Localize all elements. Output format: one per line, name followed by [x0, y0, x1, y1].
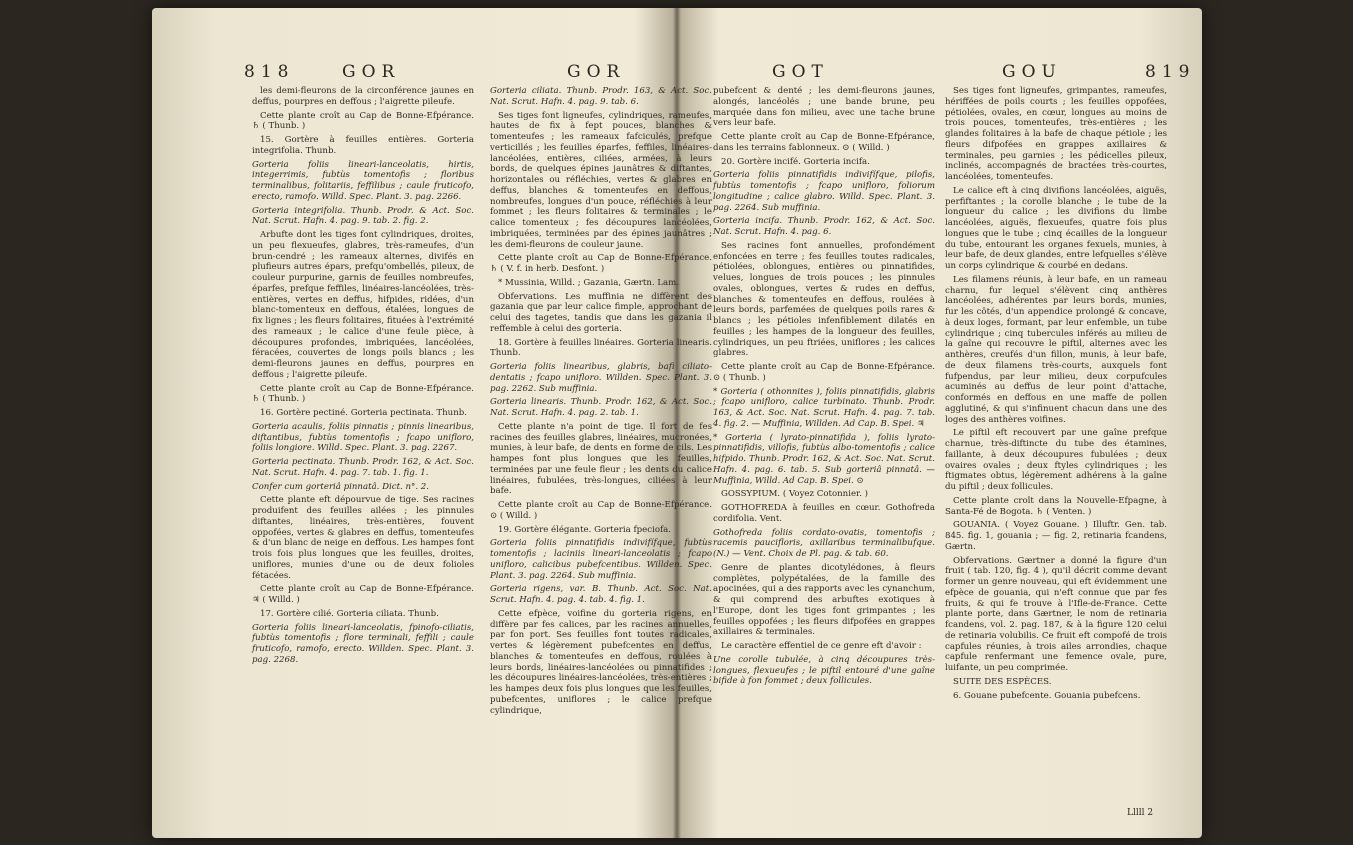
- paragraph: Confer cum gorteriâ pinnatâ. Dict. n°. 2.: [252, 481, 429, 492]
- paragraph: Gorteria rigens, var. B. Thunb. Act. Soc. Nat. Scrut. Hafn. 4. pag. 4. tab. 4. fig. 1.: [490, 584, 712, 605]
- right-column-a: [713, 86, 935, 690]
- paragraph: les demi-fleurons de la circonférence jaunes en deffus, pourpres en deffous ; l'aigrette pileufe.: [252, 86, 474, 107]
- left-page: [152, 8, 712, 838]
- paragraph: Cette plante croît au Cap de Bonne-Efpérance. ♄ ( Thunb. ): [252, 383, 474, 405]
- paragraph: 15. Gortère à feuilles entières. Gorteria integrifolia. Thunb.: [252, 135, 474, 156]
- paragraph: Cette plante croît au Cap de Bonne-Efpérance. ♄ ( Thunb. ): [252, 110, 474, 132]
- paragraph: Cette efpèce, voifine du gorteria rigens, en diffère par fes calices, par les racines annuelles, par fon port. Ses feuilles font toutes radicales, vertes & légèrement pubefcentes en deffus, blanches & tomenteufes en deffous, roulées à leurs bords, linéaires-lancéolées ou pinnatifides ; les découpures linéaires-lancéolées, très-entières ; les hampes deux fois plus longues que les feuilles, pubefcentes, uniflores ; le calice prefque cylindrique,: [490, 608, 712, 716]
- paragraph: Le piftil eft recouvert par une gaîne prefque charnue, très-diftincte du tube des étamines, faillante, à deux découpures fubulées ; deux ovaires ovales ; deux ftyles cylindriques ; les ftigmates obtus, légèrement adhérens à la gaîne du piftil ; deux follicules.: [945, 428, 1167, 492]
- paragraph: Cette plante croît au Cap de Bonne-Efpérance. ♄ ( V. f. in herb. Desfont. ): [490, 253, 712, 274]
- paragraph: Les filamens réunis, à leur bafe, en un rameau charnu, fur lequel s'élèvent cinq anthères lancéolées, adhérentes par leurs bords, munies, fur les côtés, d'un appendice prolongé & concave, à deux loges, formant, par leur enfemble, un tube cylindrique ; cinq tubercules inférés au milieu de la gaîne qui recouvre le piftil, alternes avec les anthères, creufés d'un fillon, munis, à leur bafe, de deux filamens très-courts, auxquels font fufpendus, par leur milieu, deux corpufcules acuminés au deffus de leur point d'attache, conformés en deffous en une maffe de pollen agglutiné, & qui s'infinuent chacun dans une des loges des anthères voifines.: [945, 274, 1167, 425]
- paragraph: Cette plante croît au Cap de Bonne-Efpérance. ⊙ ( Willd. ): [490, 500, 712, 521]
- paragraph: GOSSYPIUM. ( Voyez Cotonnier. ): [721, 489, 869, 500]
- paragraph: Cette plante croît au Cap de Bonne-Efpérance. ⊙ ( Thunb. ): [713, 362, 935, 383]
- paragraph: GOTHOFREDA à feuilles en cœur. Gothofreda cordifolia. Vent.: [713, 503, 935, 524]
- open-book: [152, 8, 1202, 838]
- paragraph: pubefcent & denté ; les demi-fleurons jaunes, alongés, lancéolés ; une bande brune, peu marquée dans fon milieu, avec une tache brune vers leur bafe.: [713, 86, 935, 129]
- paragraph: Gorteria integrifolia. Thunb. Prodr. & Act. Soc. Nat. Scrut. Hafn. 4. pag. 9. tab. 2. fig. 2.: [252, 205, 474, 227]
- paragraph: 17. Gortère cilié. Gorteria ciliata. Thunb.: [260, 608, 439, 619]
- right-column-b: [945, 86, 1167, 704]
- paragraph: Gothofreda foliis cordato-ovatis, tomentofis ; racemis paucifloris, axillaribus terminalibufque. (N.) — Vent. Choix de Pl. pag. & tab. 60.: [713, 527, 935, 559]
- paragraph: Gorteria foliis linearibus, glabris, bafi ciliato-dentatis ; fcapo unifloro. Willden. Spec. Plant. 3. pag. 2262. Sub muffinia.: [490, 362, 712, 394]
- paragraph: 19. Gortère élégante. Gorteria fpeciofa.: [498, 524, 672, 535]
- paragraph: Cette plante croît dans la Nouvelle-Efpagne, à Santa-Fé de Bogota. ♄ ( Venten. ): [945, 495, 1167, 517]
- paragraph: Genre de plantes dicotylédones, à fleurs complètes, polypétalées, de la famille des apocinées, qui a des rapports avec les cynanchum, & qui comprend des arbuftes exotiques à l'Europe, dont les tiges font grimpantes ; les feuilles oppofées ; les fleurs difpofées en grappes axillaires & terminales.: [713, 562, 935, 638]
- paragraph: Ses tiges font ligneufes, grimpantes, rameufes, hériffées de poils courts ; les feuilles oppofées, pétiolées, ovales, en cœur, longues au moins de trois pouces, tomenteufes, très-entières ; les glandes folitaires à la bafe de chaque pétiole ; les fleurs difpofées en grappes axillaires & terminales, peu garnies ; les pédicelles pileux, inclinés, accompagnés de bractées très-courtes, lancéolées, tomenteufes.: [945, 86, 1167, 182]
- paragraph: * Gorteria ( othonnites ), foliis pinnatifidis, glabris ; fcapo unifloro, calice turbinato. Thunb. Prodr. 163, & Act. Soc. Nat. Scrut. Hafn. 4. pag. 7. tab. 4. fig. 2. — Muffinia, Willden. Ad Cap. B. Spei. ♃: [713, 386, 935, 429]
- paragraph: 20. Gortère incifé. Gorteria incifa.: [721, 156, 870, 167]
- running-head-left-a: GOR: [342, 62, 401, 82]
- paragraph: 16. Gortère pectiné. Gorteria pectinata. Thunb.: [260, 408, 467, 418]
- paragraph: * Gorteria ( lyrato-pinnatifida ), foliis lyrato-pinnatifidis, villofis, fubtùs albo-tomentofis ; calice hifpido. Thunb. Prodr. 162, & Act. Soc. Nat. Scrut. Hafn. 4. pag. 6. tab. 5. Sub gorteriâ pinnatâ. — Muffinia, Willd. Ad Cap. B. Spei. ⊙: [713, 432, 935, 486]
- paragraph: Gorteria ciliata. Thunb. Prodr. 163, & Act. Soc. Nat. Scrut. Hafn. 4. pag. 9. tab. 6.: [490, 86, 712, 107]
- paragraph: Cette plante eft dépourvue de tige. Ses racines produifent des feuilles ailées ; les pinnules diftantes, linéaires, très-entières, fouvent oppofées, vertes & glabres en deffus, tomenteufes & d'un blanc de neige en deffous. Les hampes font trois fois plus longues que les feuilles, droites, uniflores, munies d'une ou de deux folioles fétacées.: [252, 495, 474, 581]
- paragraph: Cette plante croît au Cap de Bonne-Efpérance, dans les terrains fablonneux. ⊙ ( Willd. ): [713, 132, 935, 153]
- paragraph: Gorteria linearis. Thunb. Prodr. 162, & Act. Soc. Nat. Scrut. Hafn. 4. pag. 2. tab. 1.: [490, 397, 712, 418]
- left-column-a: [252, 86, 474, 669]
- paragraph: Cette plante n'a point de tige. Il fort de fes racines des feuilles glabres, linéaires, mucronées, munies, à leur bafe, de dents en forme de cils. Les hampes font plus longues que les feuilles, terminées par une feule fleur ; les dents du calice linéaires, fubulées, très-longues, ciliées à leur bafe.: [490, 421, 712, 497]
- paragraph: Gorteria foliis pinnatifidis indivifífque, fubtùs tomentofis ; laciniis lineari-lanceolatis ; fcapo unifloro, calicibus pubefcentibus. Willden. Spec. Plant. 3. pag. 2264. Sub muffinia.: [490, 538, 712, 581]
- paragraph: Obfervations. Les muffinia ne diffèrent des gazania que par leur calice fimple, approchant de celui des tagetes, tandis que dans les gazania il reffemble à celui des gorteria.: [490, 291, 712, 334]
- paragraph: Une corolle tubulée, à cinq découpures très-longues, flexueufes ; le piftil entouré d'une gaîne bifide à fon fommet ; deux follicules.: [713, 654, 935, 687]
- paragraph: Ses racines font annuelles, profondément enfoncées en terre ; fes feuilles toutes radicales, pétiolées, oblongues, entières ou pinnatifides, velues, longues de trois pouces ; les pinnules ovales, oblongues, vertes & rudes en deffus, blanches & tomenteufes en deffous, roulées à leurs bords, parfemées de quelques poils rares & blancs ; les pétioles infenfiblement dilatés en feuilles ; les hampes de la longueur des feuilles, cylindriques, un peu ftriées, uniflores ; les calices glabres.: [713, 240, 935, 359]
- paragraph: Gorteria foliis pinnatifidis indivifífque, pilofis, fubtùs tomentofis ; fcapo unifloro, foliorum longitudine ; calice glabro. Willd. Spec. Plant. 3. pag. 2264. Sub muffinia.: [713, 170, 935, 213]
- paragraph: Ses tiges font ligneufes, cylindriques, rameufes, hautes de fix à fept pouces, blanches & tomenteufes ; les rameaux fafciculés, prefque verticillés ; les feuilles éparfes, feffiles, linéaires-lancéolées, entières, ciliées, armées, à leurs bords, de quelques épines jaunâtres & diftantes, horizontales ou réfléchies, vertes & glabres en deffus, blanches & tomenteufes en deffous, nombreufes, longues d'un pouce, réfléchies à leur fommet ; les fleurs folitaires & terminales ; le calice tomenteux ; fes découpures lancéolées, imbriquées, terminées par des épines jaunâtres ; les demi-fleurons de couleur jaune.: [490, 110, 712, 250]
- running-head-right-b: GOU: [1002, 62, 1062, 82]
- paragraph: * Mussinia, Willd. ; Gazania, Gærtn. Lam.: [498, 277, 680, 288]
- running-head-left-b: GOR: [567, 62, 626, 82]
- page-number-right: 819: [1145, 62, 1196, 82]
- paragraph: Gorteria foliis lineari-lanceolatis, hirtis, integerrimis, fubtùs tomentofis ; floribus terminalibus, folitariis, feffilibus ; caule fruticofo, erecto, ramofo. Willd. Spec. Plant. 3. pag. 2266.: [252, 159, 474, 202]
- paragraph: Obfervations. Gærtner a donné la figure d'un fruit ( tab. 120, fig. 4 ), qu'il décrit comme devant former un genre nouveau, qui eft évidemment une efpèce de gouania, qui n'eft connue que par fes fruits, & qui fe trouve à l'Ifle-de-France. Cette plante porte, dans Gærtner, le nom de retinaria fcandens, vol. 2. pag. 187, & à la figure 120 celui de retinaria volubilis. Ce fruit eft compofé de trois capfules réunies, à trois ailes arrondies, chaque capfule renfermant une femence ovale, pure, luifante, un peu comprimée.: [945, 555, 1167, 673]
- paragraph: 6. Gouane pubefcente. Gouania pubefcens.: [953, 690, 1141, 701]
- paragraph: 18. Gortère à feuilles linéaires. Gorteria linearis. Thunb.: [490, 337, 712, 359]
- running-head-right-a: GOT: [772, 62, 829, 82]
- page-number-left: 818: [244, 62, 295, 82]
- paragraph: Gorteria acaulis, foliis pinnatis ; pinnis linearibus, diftantibus, fubtùs tomentofis ; fcapo unifloro, foliis longiore. Willd. Spec. Plant. 3. pag. 2267.: [252, 421, 474, 454]
- paragraph: Le caractère effentiel de ce genre eft d'avoir :: [721, 641, 922, 651]
- signature-mark: Lllll 2: [1127, 808, 1154, 818]
- paragraph: Le calice eft à cinq divifions lancéolées, aiguës, perfiftantes ; la corolle blanche ; le tube de la longueur du calice ; les divifions du limbe lancéolées, aiguës, flexueufes, quatre fois plus longues que le tube ; cinq écailles de la longueur du tube, entourant les organes fexuels, munies, à leur bafe, de deux glandes, entre lefquelles s'élève un corps cylindrique & courbé en dedans.: [945, 185, 1167, 271]
- paragraph: Cette plante croît au Cap de Bonne-Efpérance. ♃ ( Willd. ): [252, 584, 474, 605]
- paragraph: SUITE DES ESPÈCES.: [953, 676, 1052, 687]
- paragraph: GOUANIA. ( Voyez Gouane. ) Illuftr. Gen. tab. 845. fig. 1, gouania ; — fig. 2, retinaria fcandens, Gærtn.: [945, 520, 1167, 552]
- paragraph: Arbufte dont les tiges font cylindriques, droites, un peu flexueufes, glabres, très-rameufes, d'un brun-cendré ; les rameaux alternes, divifés en plufieurs autres épars, prefqu'ombellés, pileux, de couleur purpurine, garnis de feuilles nombreufes, éparfes, prefque feffiles, linéaires-lancéolées, très-entières, vertes en deffus, hifpides, ridées, d'un blanc-tomenteux en deffous, étalées, longues de fix lignes ; les fleurs folitaires, fituées à l'extrémité des rameaux ; le calice d'une feule pièce, à découpures profondes, imbriquées, lancéolées, féracées, couvertes de longs poils blancs ; les demi-fleurons jaunes en deffus, pourpres en deffous ; l'aigrette pileufe.: [252, 230, 474, 380]
- paragraph: Gorteria pectinata. Thunb. Prodr. 162, & Act. Soc. Nat. Scrut. Hafn. 4. pag. 7. tab. 1. fig. 1.: [252, 457, 474, 478]
- right-page: [677, 8, 1202, 838]
- paragraph: Gorteria incifa. Thunb. Prodr. 162, & Act. Soc. Nat. Scrut. Hafn. 4. pag. 6.: [713, 216, 935, 237]
- paragraph: Gorteria foliis lineari-lanceolatis, fpinofo-ciliatis, fubtùs tomentofis ; flore terminali, feffili ; caule fruticofo, ramofo, erecto. Willden. Spec. Plant. 3. pag. 2268.: [252, 622, 474, 665]
